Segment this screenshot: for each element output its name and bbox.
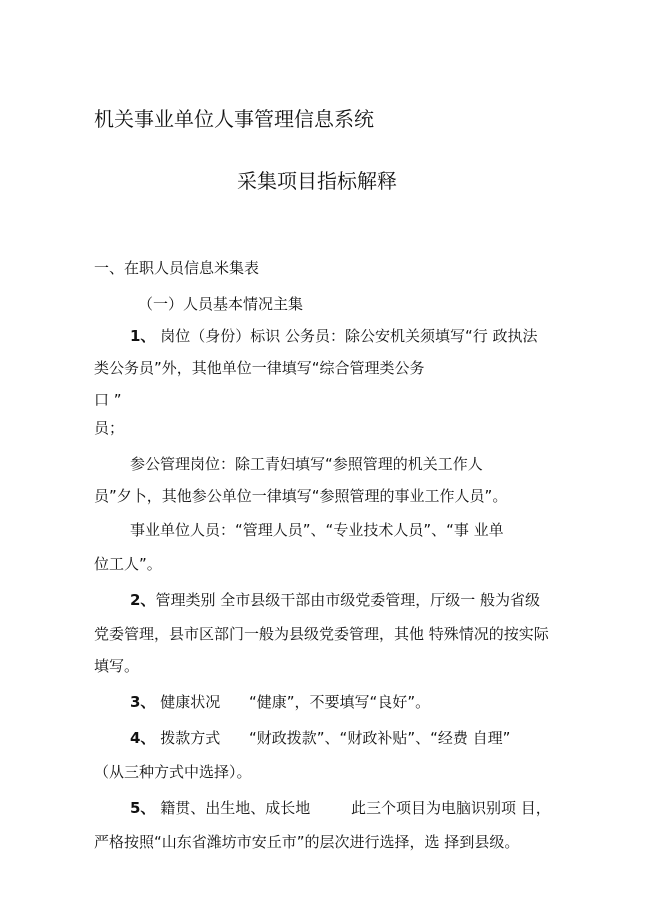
item-5-line-1 [130,798,551,818]
item-4-text: “财政拨款”、“财政补贴”、“经费 自理” [249,729,511,747]
item-4-label: 拨款方式 [160,729,221,747]
item-2-line-2: 党委管理，县市区部门一般为县级党委管理，其他 特殊情况的按实际 [94,625,549,643]
item-5-line-2: 严格按照“山东省潍坊市安丘市”的层次进行选择，选 择到县级。 [94,833,520,851]
item-5-label: 籍贯、出生地、成长地 [160,799,311,817]
item-1-line-1 [130,326,538,346]
item-3-text: “健康”，不要填写“良好”。 [249,693,431,711]
item-1-number: 1、 [130,327,156,345]
section-heading: 一、在职人员信息米集表 [94,259,260,277]
item-4-line-2: （从三种方式中选择）。 [94,763,252,781]
item-1-text-1: 岗位（身份）标识 公务员：除公安机关须填写“行 政执法 [160,327,538,345]
item-5-number: 5、 [130,799,156,817]
para-shiye-line-2: 位工人”。 [94,555,162,573]
item-4-line-1 [130,728,510,748]
item-3-number: 3、 [130,693,156,711]
item-1-line-2: 类公务员”外，其他单位一律填写“综合管理类公务 [94,359,425,377]
item-2-text-1: 管理类别 全市县级干部由市级党委管理，厅级一 般为省级 [155,591,540,609]
title-line-1: 机关事业单位人事管理信息系统 [94,107,374,131]
title-line-2: 采集项目指标解释 [237,169,397,193]
para-shiye-line-1: 事业单位人员：“管理人员”、“专业技术人员”、“事 业单 [130,521,504,539]
subsection-heading: （一）人员基本情况主集 [138,295,304,313]
item-3-label: 健康状况 [160,693,221,711]
item-3-line-1 [130,692,430,712]
item-2-line-1 [130,590,540,610]
para-cangong-line-1: 参公管理岗位：除工青妇填写“参照管理的机关工作人 [130,455,483,473]
item-1-line-4: 员； [94,419,125,437]
item-1-line-3: 口 ” [94,391,122,409]
para-cangong-line-2: 员”夕卜，其他参公单位一律填写“参照管理的事业工作人员”。 [94,487,508,505]
item-4-number: 4、 [130,729,156,747]
item-2-line-3: 填写。 [94,657,140,675]
item-2-number: 2、 [130,591,156,609]
item-5-text: 此三个项目为电脑识别项 目， [351,799,551,817]
